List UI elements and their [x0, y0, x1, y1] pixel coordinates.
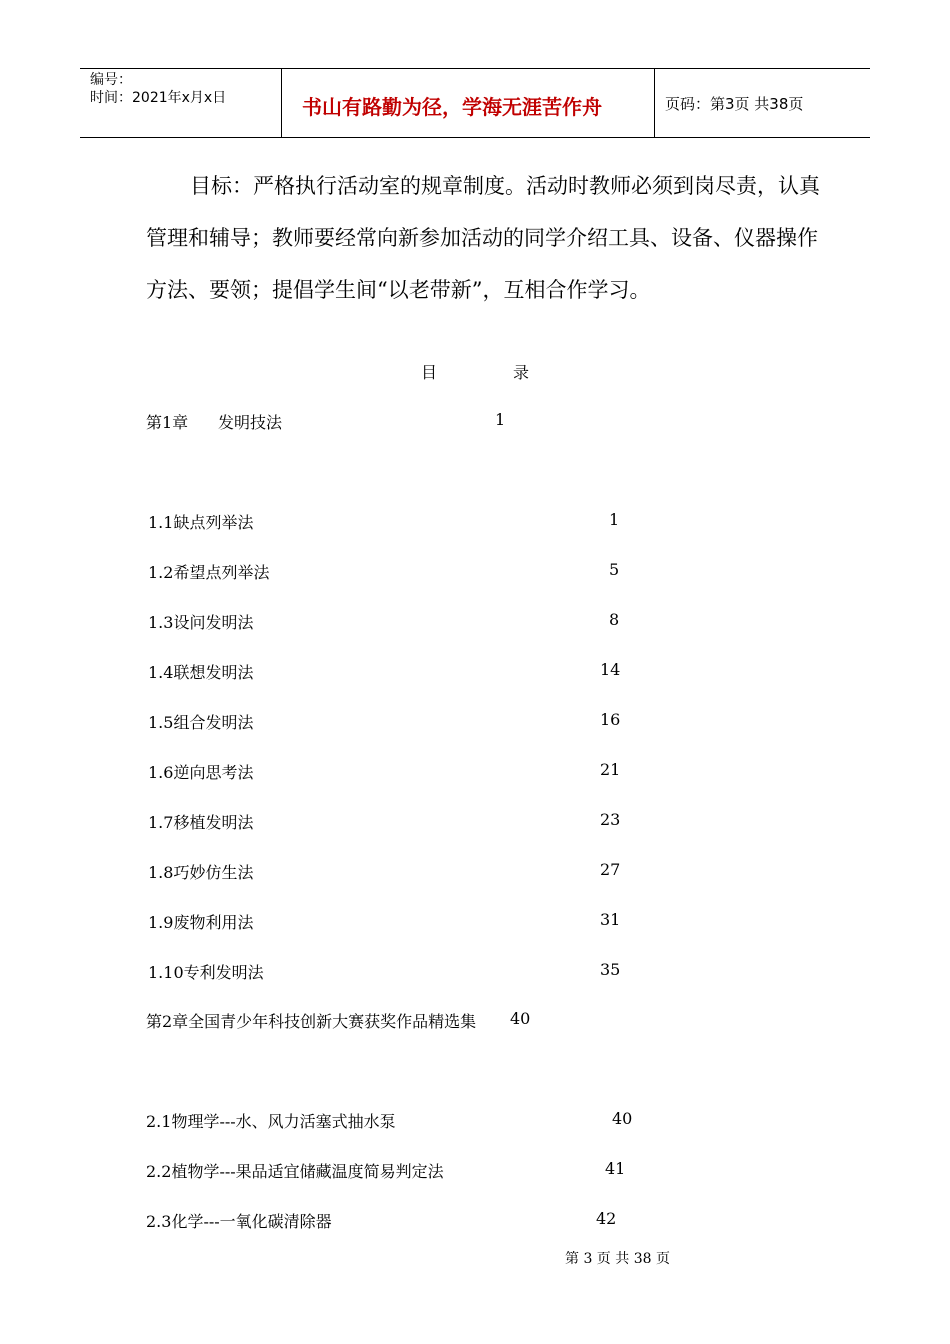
toc-item-page: 23 — [600, 810, 621, 829]
number-label: 编号： — [90, 72, 132, 88]
toc-item-page: 16 — [600, 710, 621, 729]
toc-item-page: 27 — [600, 860, 621, 879]
toc-item-title: 1.5组合发明法 — [148, 713, 254, 732]
toc-item-title: 1.9废物利用法 — [148, 913, 254, 932]
chapter-1-title: 发明技法 — [218, 413, 283, 432]
motto: 书山有路勤为径，学海无涯苦作舟 — [302, 95, 602, 119]
document-header — [80, 68, 870, 138]
time-label: 时间：2021年x月x日 — [90, 90, 227, 106]
toc-item-page: 1 — [609, 510, 620, 529]
page-code: 页码：第3页 共38页 — [665, 95, 804, 113]
toc-title-a: 目 — [421, 363, 438, 382]
toc-title — [421, 360, 529, 383]
chapter-1-label: 第1章 — [146, 413, 189, 432]
toc-item-title: 2.1物理学---水、风力活塞式抽水泵 — [146, 1112, 396, 1131]
toc-item-page: 14 — [600, 660, 621, 679]
toc-item-page: 8 — [609, 610, 620, 629]
toc-item-title: 1.3设问发明法 — [148, 613, 254, 632]
toc-item-title: 1.10专利发明法 — [148, 963, 264, 982]
toc-item-page: 5 — [609, 560, 620, 579]
toc-item-title: 1.1缺点列举法 — [148, 513, 254, 532]
toc-item-page: 35 — [600, 960, 621, 979]
header-motto-cell — [282, 69, 655, 137]
intro-text: 目标：严格执行活动室的规章制度。活动时教师必须到岗尽责，认真管理和辅导；教师要经常向新参加活动的同学介绍工具、设备、仪器操作方法、要领；提倡学生间“以老带新”，互相合作学习。 — [146, 174, 820, 302]
toc-item-page: 21 — [600, 760, 621, 779]
header-page-cell — [655, 69, 870, 137]
chapter-2-page: 40 — [510, 1009, 531, 1028]
toc-title-b: 录 — [513, 363, 530, 382]
toc-item-page: 40 — [612, 1109, 633, 1128]
toc-item-title: 2.2植物学---果品适宜储藏温度简易判定法 — [146, 1162, 444, 1181]
toc-item-title: 1.6逆向思考法 — [148, 763, 254, 782]
chapter-1-page: 1 — [495, 410, 506, 429]
intro-paragraph — [146, 160, 836, 316]
header-meta-cell — [80, 69, 282, 137]
toc-item-page: 31 — [600, 910, 621, 929]
page-footer: 第 3 页 共 38 页 — [565, 1251, 670, 1267]
toc-item-title: 2.3化学---一氧化碳清除器 — [146, 1212, 332, 1231]
toc-item-title: 1.2希望点列举法 — [148, 563, 270, 582]
toc-item-title: 1.7移植发明法 — [148, 813, 254, 832]
toc-item-page: 42 — [596, 1209, 617, 1228]
toc-item-page: 41 — [605, 1159, 626, 1178]
chapter-2-title: 第2章全国青少年科技创新大赛获奖作品精选集 — [146, 1012, 477, 1031]
toc-item-title: 1.4联想发明法 — [148, 663, 254, 682]
toc-item-title: 1.8巧妙仿生法 — [148, 863, 254, 882]
